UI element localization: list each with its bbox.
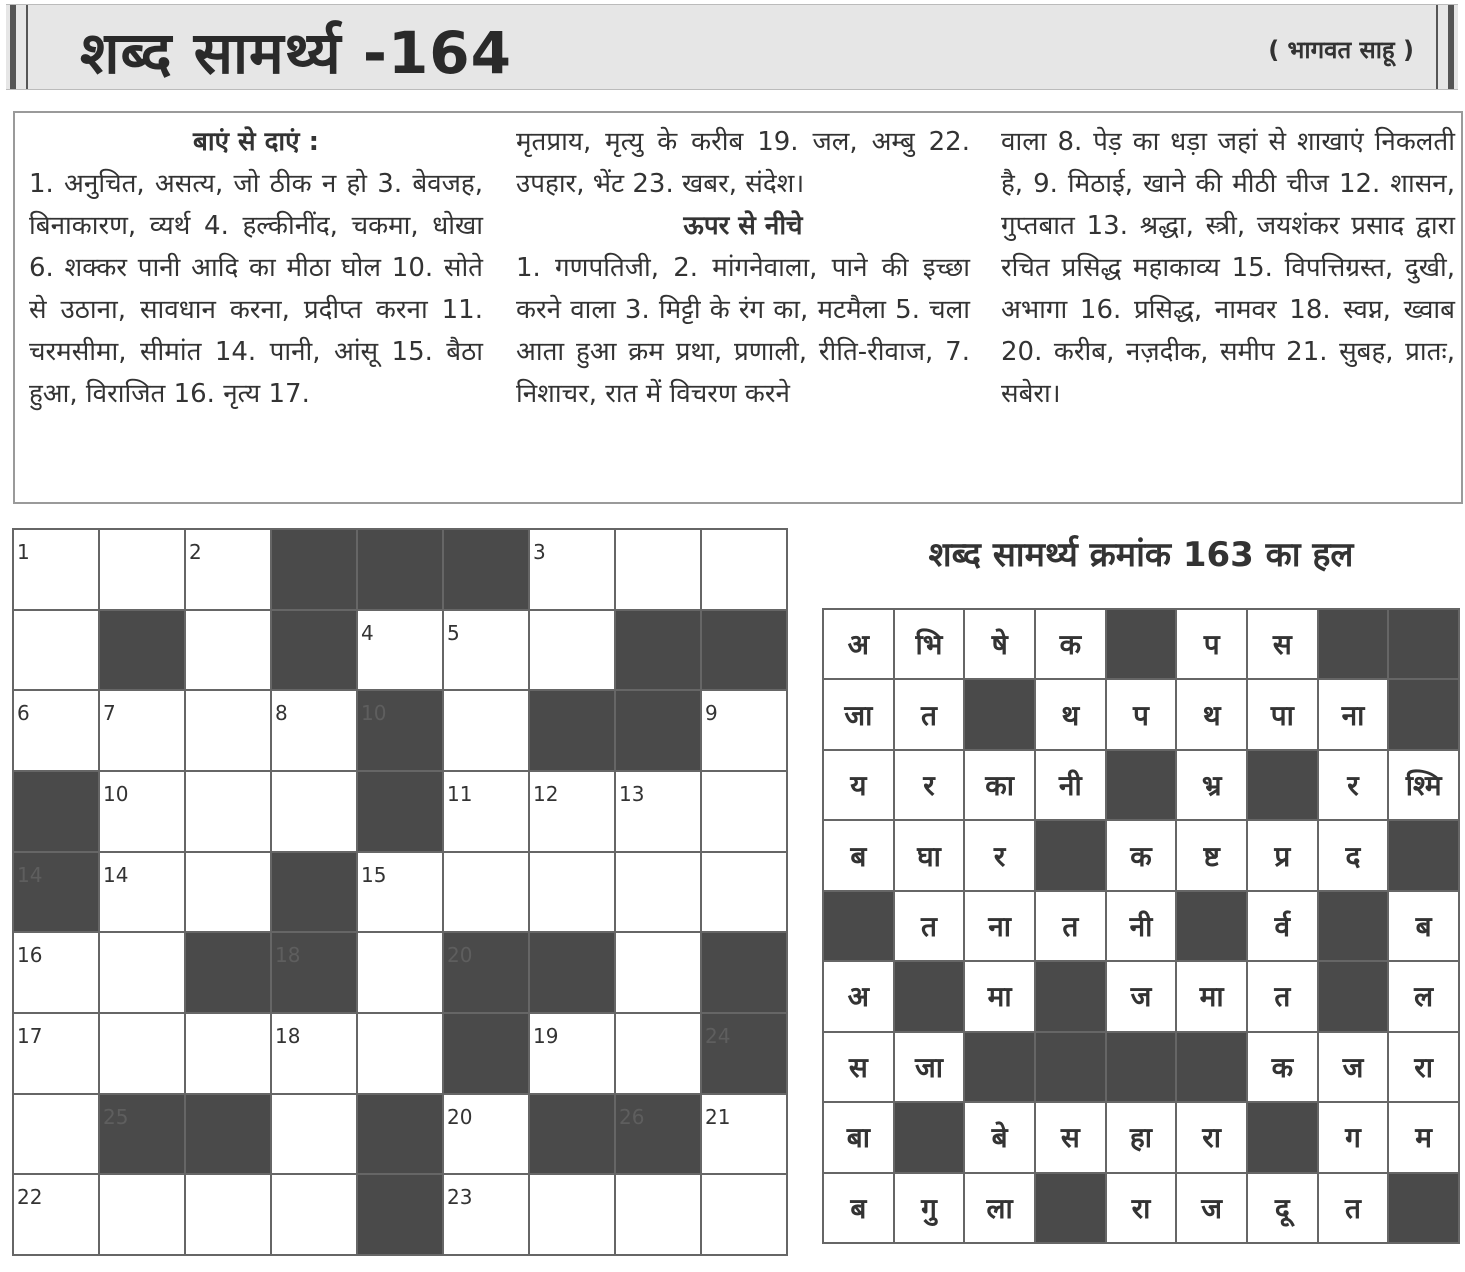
grid-cell[interactable]	[100, 530, 184, 609]
grid-cell-black	[272, 611, 356, 690]
solution-cell: त	[895, 680, 964, 748]
grid-cell[interactable]	[14, 530, 98, 609]
solution-cell: ला	[965, 1174, 1034, 1242]
grid-cell[interactable]	[702, 1095, 786, 1174]
grid-cell-black	[530, 691, 614, 770]
solution-cell: गु	[895, 1174, 964, 1242]
solution-cell: ब	[1389, 892, 1458, 960]
solution-cell: त	[1036, 892, 1105, 960]
solution-cell: घा	[895, 821, 964, 889]
solution-cell-black	[895, 1103, 964, 1171]
down-clues-text: 1. गणपतिजी, 2. मांगनेवाला, पाने की इच्छा करने वाला 3. मिट्टी के रंग का, मटमैला 5. चला आता हुआ क्रम प्रथा, प्रणाली, रीति-रीवाज, 7. निशाचर, रात में विचरण करने	[516, 253, 970, 409]
grid-cell[interactable]	[272, 1095, 356, 1174]
grid-cell[interactable]	[530, 611, 614, 690]
grid-cell-black	[702, 933, 786, 1012]
solution-cell: क	[1036, 610, 1105, 678]
across-clues-text: 1. अनुचित, असत्य, जो ठीक न हो 3. बेवजह, बिनाकारण, व्यर्थ 4. हल्कीनींद, चकमा, धोखा 6. शक्कर पानी आदि का मीठा घोल 10. सोते से उठाना, सावधान करना, प्रदीप्त करना 11. चरमसीमा, सीमांत 14. पानी, आंसू 15. बैठा हुआ, विराजित 16. नृत्य 17.	[29, 169, 483, 409]
grid-cell[interactable]	[530, 772, 614, 851]
solution-cell-black	[1177, 1033, 1246, 1101]
left-border-line	[26, 5, 28, 89]
solution-cell: रा	[1177, 1103, 1246, 1171]
grid-cell[interactable]	[702, 853, 786, 932]
grid-cell-black	[616, 611, 700, 690]
clue-number: 17	[17, 1023, 43, 1048]
clue-number: 6	[17, 701, 30, 726]
grid-cell[interactable]	[530, 530, 614, 609]
grid-cell-black	[530, 1095, 614, 1174]
clue-number: 3	[533, 540, 546, 564]
grid-cell[interactable]	[616, 772, 700, 851]
grid-cell[interactable]	[702, 691, 786, 770]
grid-cell[interactable]	[444, 1175, 528, 1254]
solution-cell-black	[1389, 1174, 1458, 1242]
solution-cell: थ	[1177, 680, 1246, 748]
grid-cell[interactable]	[272, 772, 356, 851]
crossword-grid	[12, 528, 788, 1256]
solution-cell: श्मि	[1389, 751, 1458, 819]
solution-cell-black	[895, 962, 964, 1030]
solution-cell: भि	[895, 610, 964, 678]
clue-number: 18	[275, 1023, 301, 1048]
across-clues-continued: मृतप्राय, मृत्यु के करीब 19. जल, अम्बु 22. उपहार, भेंट 23. खबर, संदेश।	[516, 127, 970, 199]
grid-cell[interactable]	[14, 933, 98, 1012]
solution-cell: ज	[1319, 1033, 1388, 1101]
grid-cell[interactable]	[14, 611, 98, 690]
grid-cell-black	[358, 1175, 442, 1254]
grid-cell[interactable]	[100, 1175, 184, 1254]
grid-cell[interactable]	[616, 853, 700, 932]
solution-cell: हा	[1107, 1103, 1176, 1171]
clue-number: 21	[705, 1104, 731, 1129]
solution-cell: क	[1107, 821, 1176, 889]
solution-cell: अ	[824, 962, 893, 1030]
solution-cell: जा	[895, 1033, 964, 1101]
grid-cell[interactable]	[272, 691, 356, 770]
grid-cell[interactable]	[186, 691, 270, 770]
solution-cell: स	[1036, 1103, 1105, 1171]
grid-cell-black	[14, 853, 98, 932]
grid-cell[interactable]	[186, 530, 270, 609]
solution-grid	[822, 608, 1460, 1244]
clue-number: 25	[103, 1104, 129, 1129]
grid-cell[interactable]	[100, 691, 184, 770]
solution-cell: दू	[1248, 1174, 1317, 1242]
grid-cell-black	[444, 530, 528, 609]
solution-cell: पा	[1248, 680, 1317, 748]
solution-cell-black	[1036, 1174, 1105, 1242]
solution-cell: रा	[1107, 1174, 1176, 1242]
grid-cell-black	[444, 933, 528, 1012]
grid-cell[interactable]	[444, 691, 528, 770]
solution-cell: अ	[824, 610, 893, 678]
grid-cell[interactable]	[616, 1014, 700, 1093]
solution-cell-black	[965, 1033, 1034, 1101]
grid-cell-black	[186, 933, 270, 1012]
down-clues-continued: वाला 8. पेड़ का धड़ा जहां से शाखाएं निकलती है, 9. मिठाई, खाने की मीठी चीज 12. शासन, गुप्तबात 13. श्रद्धा, स्त्री, जयशंकर प्रसाद द्वारा रचित प्रसिद्ध महाकाव्य 15. विपत्तिग्रस्त, दुखी, अभागा 16. प्रसिद्ध, नामवर 18. स्वप्न, ख्वाब 20. करीब, नज़दीक, समीप 21. सुबह, प्रातः, सबेरा।	[1001, 127, 1455, 409]
grid-cell-black	[100, 611, 184, 690]
clues-column-2	[516, 121, 970, 415]
solution-cell: षे	[965, 610, 1034, 678]
grid-cell[interactable]	[702, 772, 786, 851]
solution-cell-black	[1389, 610, 1458, 678]
solution-cell-black	[1107, 610, 1176, 678]
grid-cell-black	[186, 1095, 270, 1174]
solution-cell-black	[1319, 892, 1388, 960]
solution-cell: क	[1248, 1033, 1317, 1101]
solution-cell-black	[1107, 751, 1176, 819]
solution-cell: ग	[1319, 1103, 1388, 1171]
solution-cell: ष्ट	[1177, 821, 1246, 889]
grid-cell[interactable]	[530, 1014, 614, 1093]
solution-cell: ना	[1319, 680, 1388, 748]
solution-cell: थ	[1036, 680, 1105, 748]
solution-cell: प	[1107, 680, 1176, 748]
solution-cell: ब	[824, 1174, 893, 1242]
solution-cell: का	[965, 751, 1034, 819]
solution-cell: र	[1319, 751, 1388, 819]
author-credit: ( भागवत साहू )	[1268, 36, 1414, 64]
solution-cell: नी	[1107, 892, 1176, 960]
clue-number: 26	[619, 1104, 645, 1129]
grid-cell-black	[358, 1095, 442, 1174]
solution-cell-black	[1036, 821, 1105, 889]
solution-cell-black	[965, 680, 1034, 748]
solution-cell-black	[1177, 892, 1246, 960]
solution-cell-black	[1389, 680, 1458, 748]
solution-cell: मा	[965, 962, 1034, 1030]
clue-number: 16	[17, 943, 43, 968]
solution-cell: स	[824, 1033, 893, 1101]
grid-cell-black	[616, 691, 700, 770]
solution-cell: द	[1319, 821, 1388, 889]
grid-cell[interactable]	[444, 853, 528, 932]
solution-cell-black	[1319, 962, 1388, 1030]
clue-number: 20	[447, 943, 473, 968]
grid-cell[interactable]	[14, 1014, 98, 1093]
solution-cell: ल	[1389, 962, 1458, 1030]
clues-box	[13, 111, 1463, 504]
clue-number: 2	[189, 540, 202, 564]
grid-cell[interactable]	[702, 1175, 786, 1254]
grid-cell[interactable]	[14, 1175, 98, 1254]
grid-cell[interactable]	[702, 530, 786, 609]
right-border-line	[1436, 5, 1438, 89]
grid-cell[interactable]	[186, 611, 270, 690]
clue-number: 7	[103, 701, 116, 726]
clue-number: 20	[447, 1104, 473, 1129]
clue-number: 14	[103, 862, 129, 887]
clues-column-3	[1001, 121, 1455, 415]
solution-cell: प	[1177, 610, 1246, 678]
solution-cell: य	[824, 751, 893, 819]
solution-cell: बे	[965, 1103, 1034, 1171]
grid-cell[interactable]	[358, 853, 442, 932]
solution-cell: ना	[965, 892, 1034, 960]
clue-number: 12	[533, 781, 559, 806]
clues-column-1	[29, 121, 483, 415]
grid-cell-black	[14, 772, 98, 851]
clue-number: 15	[361, 862, 387, 887]
solution-cell-black	[1319, 610, 1388, 678]
solution-cell: स	[1248, 610, 1317, 678]
grid-cell-black	[272, 530, 356, 609]
grid-cell[interactable]	[186, 772, 270, 851]
grid-cell[interactable]	[100, 933, 184, 1012]
grid-cell[interactable]	[186, 1175, 270, 1254]
grid-cell[interactable]	[272, 1175, 356, 1254]
grid-cell[interactable]	[100, 772, 184, 851]
grid-cell[interactable]	[14, 691, 98, 770]
grid-cell-black	[272, 933, 356, 1012]
grid-cell[interactable]	[100, 1014, 184, 1093]
solution-cell: र्व	[1248, 892, 1317, 960]
solution-cell: त	[1248, 962, 1317, 1030]
grid-cell[interactable]	[530, 853, 614, 932]
solution-cell: मा	[1177, 962, 1246, 1030]
grid-cell-black	[616, 1095, 700, 1174]
left-border-bar	[10, 5, 16, 89]
grid-cell-black	[272, 853, 356, 932]
grid-cell[interactable]	[186, 1014, 270, 1093]
solution-cell: प्र	[1248, 821, 1317, 889]
solution-cell: ज	[1177, 1174, 1246, 1242]
clue-number: 14	[17, 862, 43, 887]
grid-cell[interactable]	[530, 1175, 614, 1254]
clue-number: 13	[619, 781, 645, 806]
clue-number: 9	[705, 701, 718, 726]
clue-number: 11	[447, 781, 473, 806]
grid-cell[interactable]	[358, 1014, 442, 1093]
header-banner	[6, 4, 1458, 90]
grid-cell[interactable]	[444, 772, 528, 851]
grid-cell[interactable]	[444, 611, 528, 690]
grid-cell[interactable]	[358, 611, 442, 690]
grid-cell[interactable]	[272, 1014, 356, 1093]
grid-cell-black	[444, 1014, 528, 1093]
clue-number: 10	[103, 781, 129, 806]
across-heading: बाएं से दाएं :	[192, 127, 319, 157]
solution-cell-black	[1248, 1103, 1317, 1171]
grid-cell-black	[702, 1014, 786, 1093]
clue-number: 4	[361, 620, 374, 645]
clue-number: 24	[705, 1023, 731, 1048]
solution-cell: र	[895, 751, 964, 819]
grid-cell-black	[100, 1095, 184, 1174]
grid-cell[interactable]	[358, 933, 442, 1012]
grid-cell[interactable]	[186, 853, 270, 932]
grid-cell[interactable]	[100, 853, 184, 932]
grid-cell[interactable]	[616, 1175, 700, 1254]
clue-number: 22	[17, 1185, 43, 1210]
grid-cell[interactable]	[616, 933, 700, 1012]
solution-cell: बा	[824, 1103, 893, 1171]
solution-cell: त	[1319, 1174, 1388, 1242]
down-heading: ऊपर से नीचे	[683, 211, 803, 241]
solution-title: शब्द सामर्थ्य क्रमांक 163 का हल	[928, 535, 1354, 575]
solution-cell: नी	[1036, 751, 1105, 819]
solution-cell: म	[1389, 1103, 1458, 1171]
solution-cell-black	[1389, 821, 1458, 889]
grid-cell-black	[702, 611, 786, 690]
solution-cell: र	[965, 821, 1034, 889]
solution-cell-black	[1248, 751, 1317, 819]
grid-cell[interactable]	[14, 1095, 98, 1174]
solution-cell-black	[1036, 962, 1105, 1030]
clue-number: 5	[447, 620, 460, 645]
clue-number: 10	[361, 701, 387, 726]
grid-cell[interactable]	[444, 1095, 528, 1174]
grid-cell[interactable]	[616, 530, 700, 609]
grid-cell-black	[358, 691, 442, 770]
clue-number: 8	[275, 701, 288, 726]
solution-cell: त	[895, 892, 964, 960]
page-title: शब्द सामर्थ्य -164	[80, 19, 513, 87]
grid-cell-black	[530, 933, 614, 1012]
clue-number: 19	[533, 1023, 559, 1048]
solution-cell-black	[1107, 1033, 1176, 1101]
grid-cell-black	[358, 772, 442, 851]
clue-number: 1	[17, 540, 30, 564]
right-border-bar	[1448, 5, 1454, 89]
solution-cell: ब	[824, 821, 893, 889]
solution-cell: रा	[1389, 1033, 1458, 1101]
solution-cell: जा	[824, 680, 893, 748]
solution-cell-black	[1036, 1033, 1105, 1101]
clue-number: 23	[447, 1185, 473, 1210]
solution-cell-black	[824, 892, 893, 960]
solution-cell: भ्र	[1177, 751, 1246, 819]
clue-number: 18	[275, 943, 301, 968]
grid-cell-black	[358, 530, 442, 609]
solution-cell: ज	[1107, 962, 1176, 1030]
